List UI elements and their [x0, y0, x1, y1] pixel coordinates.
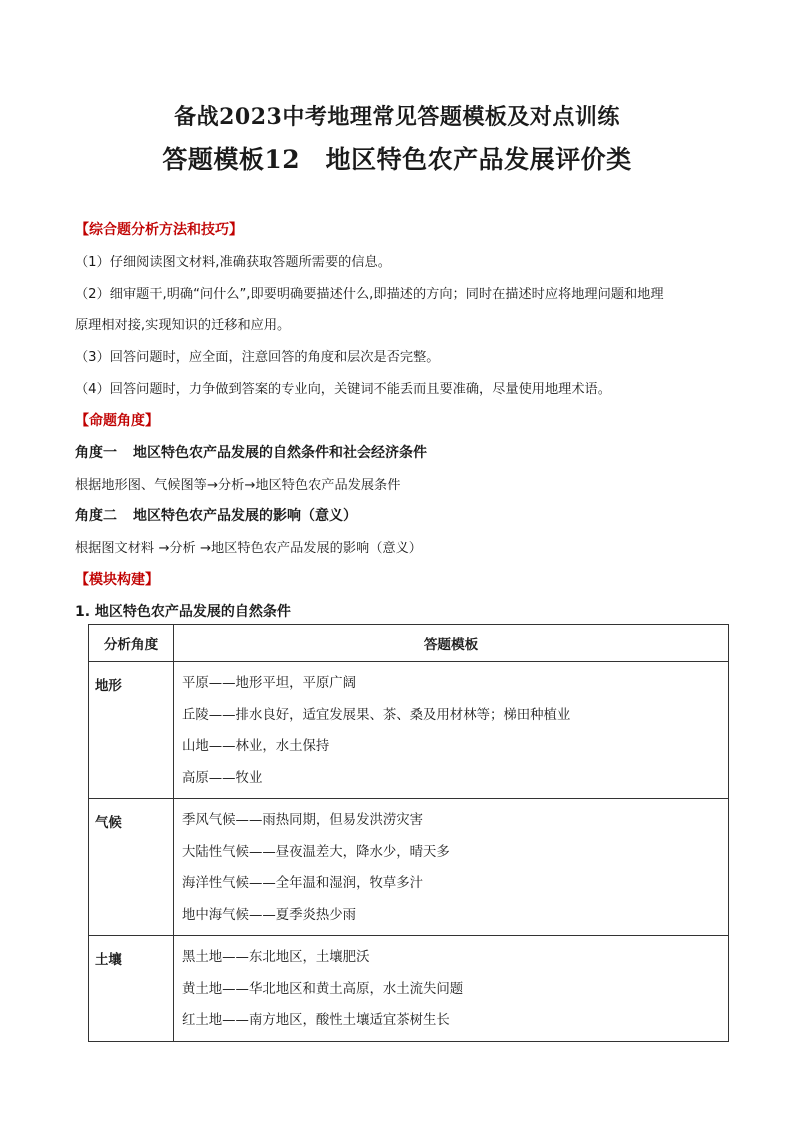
table-row — [89, 662, 729, 799]
table-row-category: 土壤 — [89, 936, 174, 1042]
answer-template-table — [88, 624, 729, 1042]
list-item: 海洋性气候——全年温和湿润，牧草多汁 — [182, 876, 424, 891]
angle-2-heading — [75, 505, 357, 525]
document-subtitle: 答题模板12 地区特色农产品发展评价类 — [162, 145, 632, 174]
list-item: 季风气候——雨热同期，但易发洪涝灾害 — [182, 813, 424, 828]
section-heading-angles: 【命题角度】 — [75, 413, 159, 429]
angle-2-label: 角度二 — [75, 508, 117, 524]
table-row-category: 气候 — [89, 799, 174, 936]
table-row — [89, 936, 729, 1042]
list-item: 丘陵——排水良好，适宜发展果、茶、桑及用材林等；梯田种植业 — [182, 707, 571, 723]
list-item: 大陆性气候——昼夜温差大，降水少，晴天多 — [182, 844, 450, 860]
list-item: 黑土地——东北地区，土壤肥沃 — [182, 950, 370, 965]
method-paragraph-4: （4）回答问题时，力争做到答案的专业向，关键词不能丢而且要准确，尽量使用地理术语。 — [75, 382, 611, 397]
table-row-category: 地形 — [89, 662, 174, 799]
method-paragraph-2-line-1: （2）细审题干,明确“问什么”,即要明确要描述什么,即描述的方向；同时在描述时应将地理问题和地理 — [75, 287, 664, 302]
build-item-1-title: 1. 地区特色农产品发展的自然条件 — [75, 604, 291, 620]
table-row-items — [174, 662, 729, 799]
list-item: 平原——地形平坦，平原广阔 — [182, 676, 357, 691]
list-item: 地中海气候——夏季炎热少雨 — [182, 907, 357, 923]
column-header-template: 答题模板 — [174, 625, 729, 662]
method-paragraph-1: （1）仔细阅读图文材料,准确获取答题所需要的信息。 — [75, 255, 391, 270]
section-heading-build: 【模块构建】 — [75, 572, 159, 588]
angle-1-heading — [75, 442, 427, 462]
method-paragraph-2-line-2: 原理相对接,实现知识的迁移和应用。 — [75, 318, 291, 333]
list-item: 高原——牧业 — [182, 770, 263, 786]
document-title: 备战2023中考地理常见答题模板及对点训练 — [174, 104, 620, 130]
angle-2-title: 地区特色农产品发展的影响（意义） — [133, 508, 357, 524]
list-item: 红土地——南方地区，酸性土壤适宜茶树生长 — [182, 1013, 450, 1028]
angle-1-label: 角度一 — [75, 445, 117, 461]
list-item: 黄土地——华北地区和黄土高原，水土流失问题 — [182, 981, 464, 997]
method-paragraph-3: （3）回答问题时，应全面，注意回答的角度和层次是否完整。 — [75, 350, 440, 365]
table-row — [89, 799, 729, 936]
table-header-row — [89, 625, 729, 662]
angle-2-description: 根据图文材料 →分析 →地区特色农产品发展的影响（意义） — [75, 541, 422, 556]
section-heading-methods: 【综合题分析方法和技巧】 — [75, 222, 243, 238]
angle-1-description: 根据地形图、气候图等→分析→地区特色农产品发展条件 — [75, 478, 401, 493]
list-item: 山地——林业，水土保持 — [182, 739, 330, 754]
column-header-angle: 分析角度 — [89, 625, 174, 662]
table-row-items — [174, 799, 729, 936]
table-row-items — [174, 936, 729, 1042]
angle-1-title: 地区特色农产品发展的自然条件和社会经济条件 — [133, 445, 427, 461]
